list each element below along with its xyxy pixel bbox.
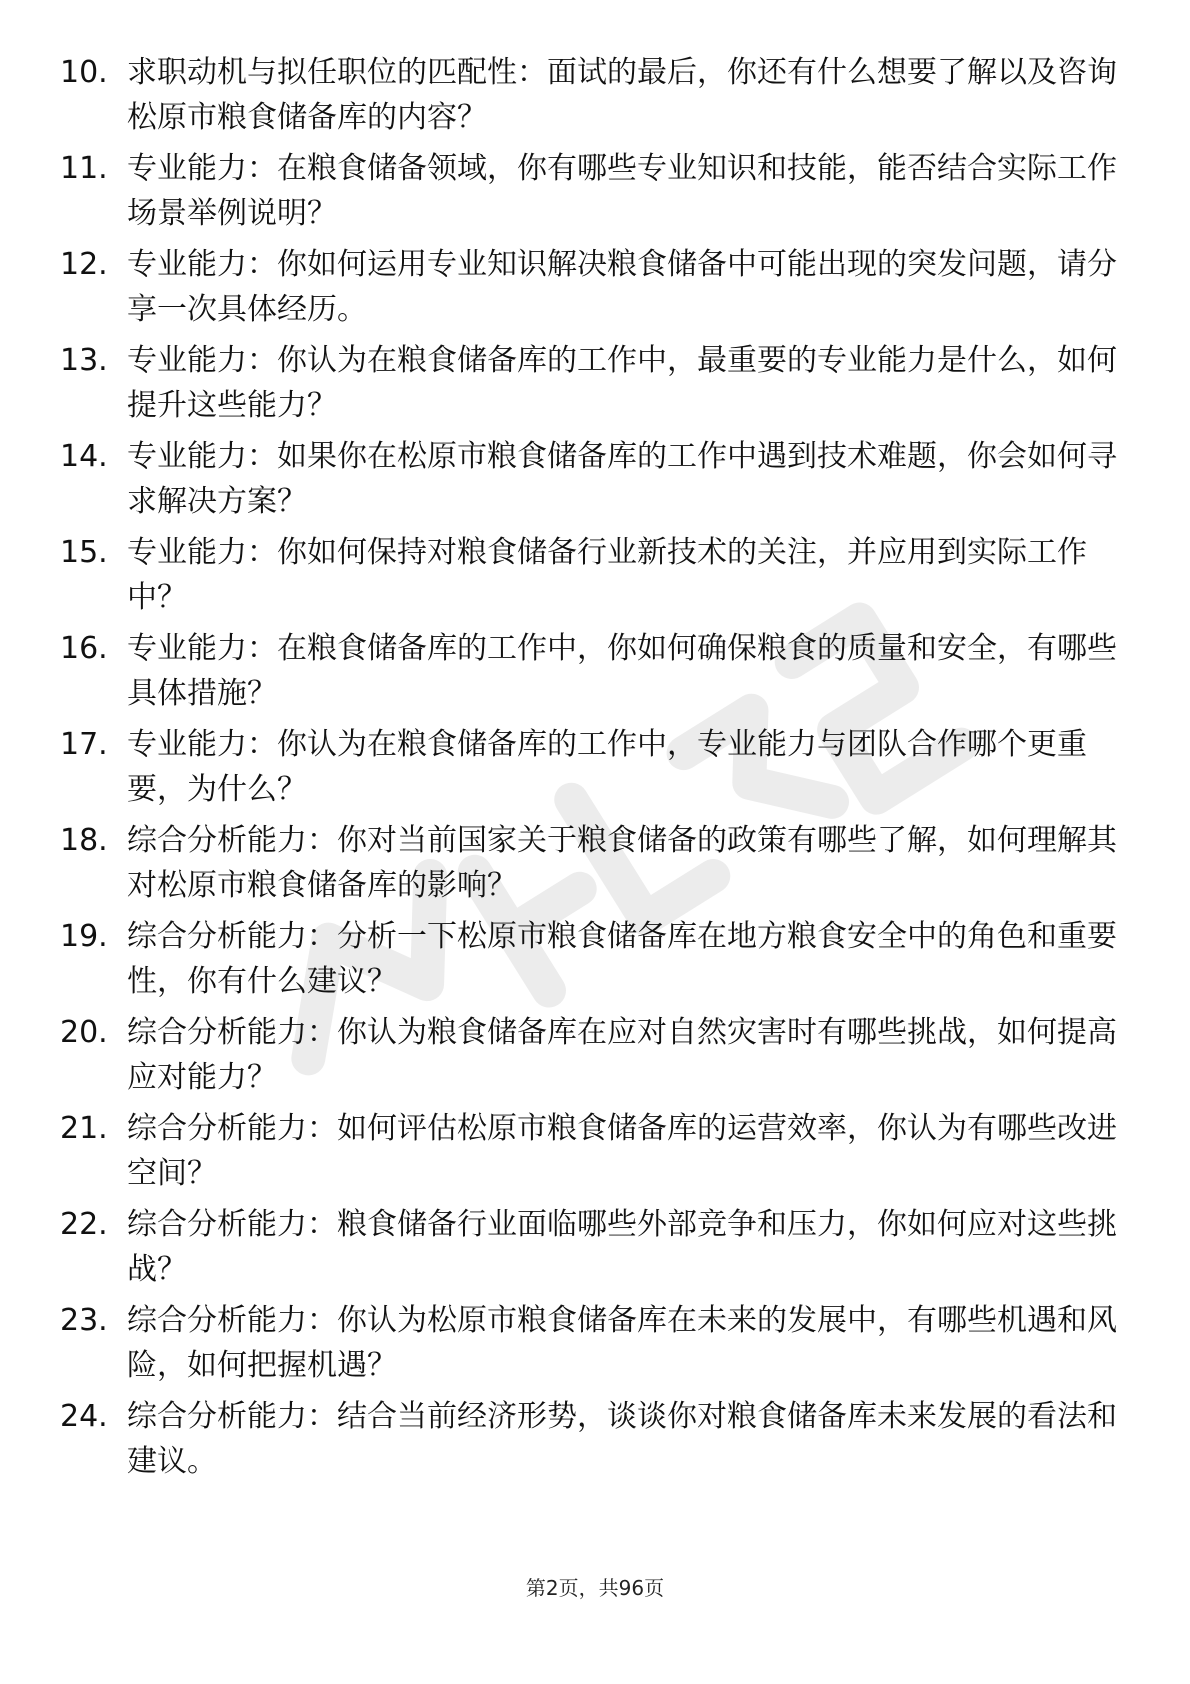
question-number: 24. [60,1399,108,1434]
page-number-label: 第2页，共96页 [525,1576,665,1600]
question-number: 12. [60,247,108,282]
question-text: 专业能力：你认为在粮食储备库的工作中，专业能力与团队合作哪个更重要，为什么？ [127,727,1087,807]
question-text: 综合分析能力：结合当前经济形势，谈谈你对粮食储备库未来发展的看法和建议。 [127,1399,1117,1479]
question-number: 10. [60,55,108,90]
question-text: 专业能力：你认为在粮食储备库的工作中，最重要的专业能力是什么，如何提升这些能力？ [127,343,1117,423]
question-item [60,242,1120,338]
question-item [60,338,1120,434]
question-item [60,1010,1120,1106]
question-item [60,1394,1120,1490]
question-text: 专业能力：如果你在松原市粮食储备库的工作中遇到技术难题，你会如何寻求解决方案？ [127,439,1117,519]
question-item [60,146,1120,242]
question-number: 23. [60,1303,108,1338]
question-number: 19. [60,919,108,954]
question-number: 14. [60,439,108,474]
question-number: 18. [60,823,108,858]
question-item [60,914,1120,1010]
question-text: 综合分析能力：你对当前国家关于粮食储备的政策有哪些了解，如何理解其对松原市粮食储备库的影响？ [127,823,1117,903]
question-text: 综合分析能力：粮食储备行业面临哪些外部竞争和压力，你如何应对这些挑战？ [127,1207,1117,1287]
question-item [60,50,1120,146]
question-item [60,722,1120,818]
question-item [60,1298,1120,1394]
question-item [60,626,1120,722]
question-text: 专业能力：你如何运用专业知识解决粮食储备中可能出现的突发问题，请分享一次具体经历。 [127,247,1117,327]
question-number: 22. [60,1207,108,1242]
question-item [60,530,1120,626]
question-item [60,434,1120,530]
question-item [60,1202,1120,1298]
question-item [60,1106,1120,1202]
question-number: 16. [60,631,108,666]
question-text: 综合分析能力：如何评估松原市粮食储备库的运营效率，你认为有哪些改进空间？ [127,1111,1117,1191]
question-text: 综合分析能力：你认为松原市粮食储备库在未来的发展中，有哪些机遇和风险，如何把握机遇？ [127,1303,1117,1383]
question-text: 求职动机与拟任职位的匹配性：面试的最后，你还有什么想要了解以及咨询松原市粮食储备库的内容？ [127,55,1117,135]
question-number: 20. [60,1015,108,1050]
question-text: 综合分析能力：分析一下松原市粮食储备库在地方粮食安全中的角色和重要性，你有什么建议？ [127,919,1117,999]
question-number: 11. [60,151,108,186]
question-text: 专业能力：你如何保持对粮食储备行业新技术的关注，并应用到实际工作中？ [127,535,1087,615]
question-number: 21. [60,1111,108,1146]
question-text: 专业能力：在粮食储备领域，你有哪些专业知识和技能，能否结合实际工作场景举例说明？ [127,151,1117,231]
question-number: 17. [60,727,108,762]
question-item [60,818,1120,914]
question-text: 综合分析能力：你认为粮食储备库在应对自然灾害时有哪些挑战，如何提高应对能力？ [127,1015,1117,1095]
question-list [60,50,1120,1490]
question-text: 专业能力：在粮食储备库的工作中，你如何确保粮食的质量和安全，有哪些具体措施？ [127,631,1117,711]
question-number: 15. [60,535,108,570]
page-footer [0,1574,1190,1602]
question-number: 13. [60,343,108,378]
